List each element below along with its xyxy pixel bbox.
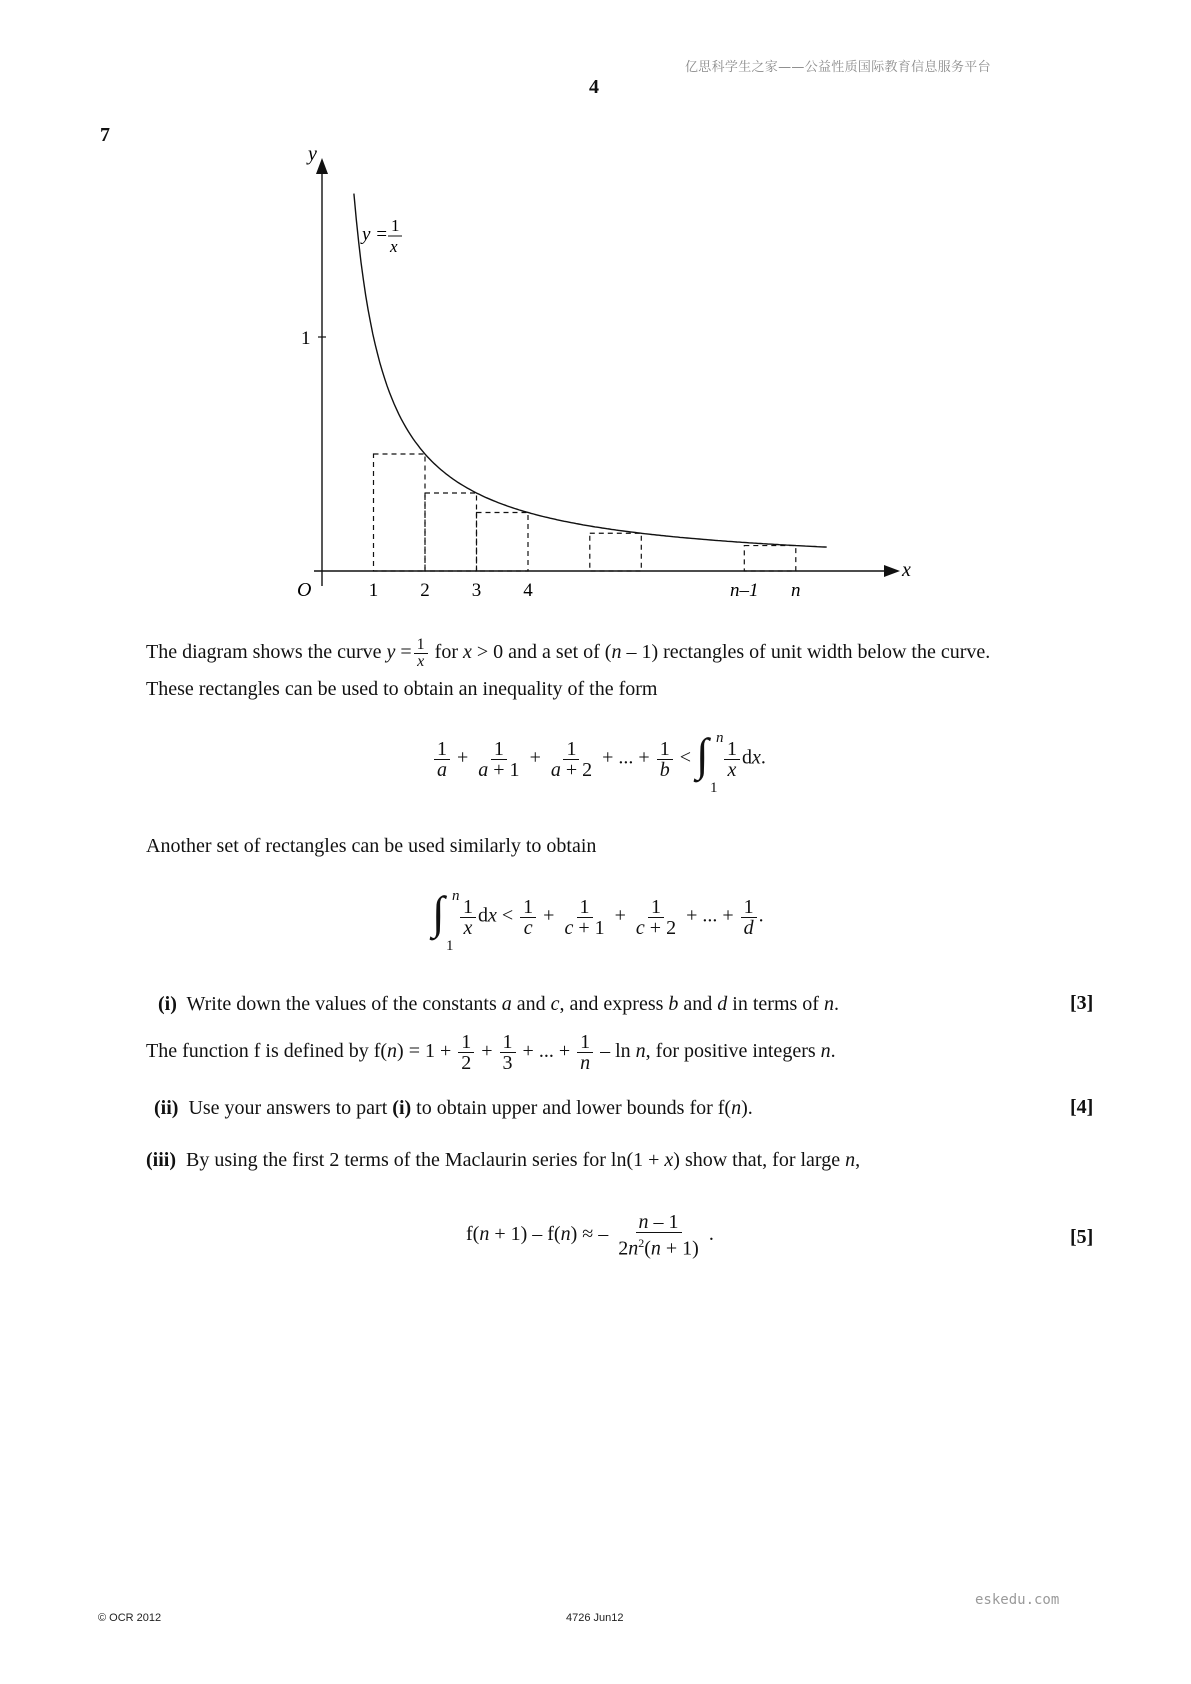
site-watermark: eskedu.com bbox=[975, 1592, 1060, 1608]
part-i: (i) Write down the values of the constants a and c, and express b and d in terms of n. bbox=[158, 993, 839, 1015]
question-number: 7 bbox=[100, 124, 110, 146]
x-tick-label-5: n–1 bbox=[730, 580, 759, 601]
rectangle-3 bbox=[477, 513, 529, 572]
rectangle-1 bbox=[374, 454, 426, 571]
inequality-2: ∫ n 1 $\frac{1}{x}$ dx < $\frac{1}{c}$ + $\frac{1}{c + 1}$ + $\frac{1}{c + 2}$ + ... + $\frac{1}{d}$ . bbox=[432, 887, 764, 954]
part-iii: (iii) By using the first 2 terms of the Maclaurin series for ln(1 + x) show that, for large n, bbox=[146, 1149, 861, 1171]
curve-label-num: 1 bbox=[391, 216, 400, 235]
intro-line-1: The diagram shows the curve y = $\frac{1}{x}$ for x > 0 and a set of (n – 1) rectangles of unit width below the curve. bbox=[146, 636, 991, 670]
function-definition: The function f is defined by f(n) = 1 + $\frac{1}{2}$ + $\frac{1}{3}$ + ... + $\frac{1}{n}$ – ln n, for positive integers n. bbox=[146, 1031, 836, 1074]
origin-label: O bbox=[297, 579, 312, 601]
x-axis-arrow bbox=[884, 565, 900, 577]
x-tick-label-1: 1 bbox=[368, 580, 379, 601]
another-set-text: Another set of rectangles can be used similarly to obtain bbox=[146, 835, 597, 857]
y-axis-arrow bbox=[316, 158, 328, 174]
footer-code: 4726 Jun12 bbox=[566, 1612, 624, 1624]
rectangle-2 bbox=[425, 493, 477, 571]
rectangle-4 bbox=[590, 533, 642, 571]
y-tick-label: 1 bbox=[301, 328, 311, 349]
part-ii: (ii) Use your answers to part (i) to obtain upper and lower bounds for f(n). bbox=[154, 1097, 753, 1119]
x-tick-label-2: 2 bbox=[420, 580, 430, 601]
x-axis-label: x bbox=[902, 559, 911, 581]
footer-copyright: © OCR 2012 bbox=[98, 1612, 162, 1624]
x-tick-labels bbox=[369, 580, 801, 601]
curve-label-den: x bbox=[390, 237, 398, 256]
page-number: 4 bbox=[589, 76, 599, 98]
x-tick-label-6: n bbox=[791, 580, 801, 601]
part-i-marks: [3] bbox=[1070, 992, 1094, 1014]
part-iii-marks: [5] bbox=[1070, 1226, 1094, 1248]
watermark: 亿思科学生之家——公益性质国际教育信息服务平台 bbox=[685, 60, 991, 75]
y-axis-label: y bbox=[308, 143, 317, 165]
x-tick-label-3: 3 bbox=[471, 580, 482, 601]
hyperbola-diagram bbox=[270, 140, 910, 610]
inequality-1: $\frac{1}{a}$ + $\frac{1}{a + 1}$ + $\frac{1}{a + 2}$ + ... + $\frac{1}{b}$ < ∫ n 1 $\frac{1}{x}$ dx. bbox=[432, 730, 766, 788]
intro-line-2: These rectangles can be used to obtain an inequality of the form bbox=[146, 678, 658, 700]
x-tick-label-4: 4 bbox=[523, 580, 533, 601]
rectangles bbox=[374, 454, 796, 571]
approximation: f(n + 1) – f(n) ≈ – $\frac{n - 1}{2n^2(n + 1)}$ . bbox=[466, 1211, 714, 1260]
rectangle-5 bbox=[744, 546, 796, 571]
curve-label-lhs: y = bbox=[362, 224, 389, 245]
part-ii-marks: [4] bbox=[1070, 1096, 1094, 1118]
